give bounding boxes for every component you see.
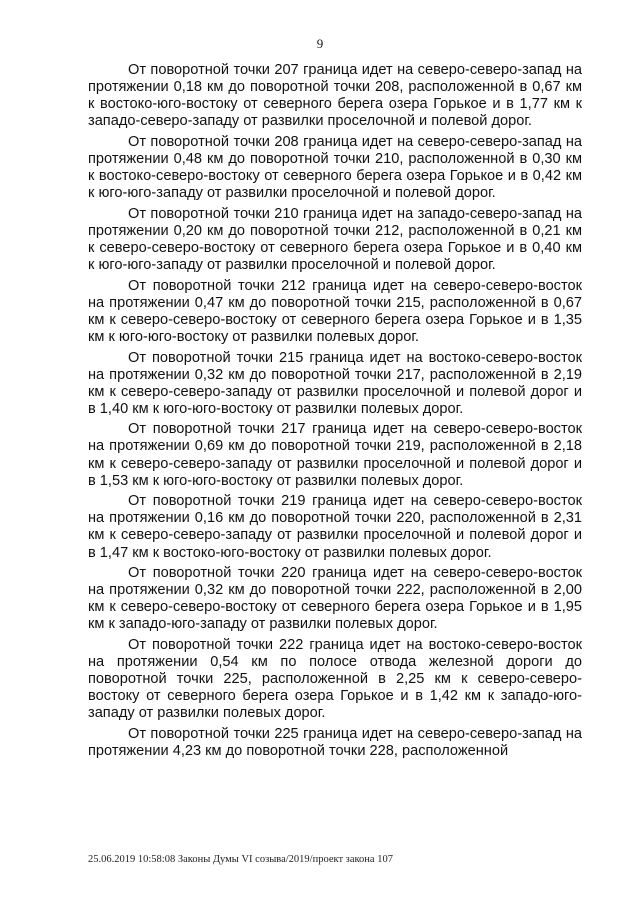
paragraph: От поворотной точки 210 граница идет на западо-северо-запад на протяжении 0,20 км до поворотной точки 212, расположенной в 0,21 км к северо-северо-востоку от северного берега озера Горькое и в 0,40 км к юго-юго-западу от развилки проселочной и полевой дорог.: [88, 205, 582, 274]
paragraph: От поворотной точки 215 граница идет на востоко-северо-восток на протяжении 0,32 км до поворотной точки 217, расположенной в 2,19 км к северо-северо-западу от развилки проселочной и полевой дорог и в 1,40 км к юго-юго-востоку от развилки полевых дорог.: [88, 349, 582, 417]
paragraph: От поворотной точки 207 граница идет на северо-северо-запад на протяжении 0,18 км до поворотной точки 208, расположенной в 0,67 км к востоко-юго-востоку от северного берега озера Горькое и в 1,77 км к западо-северо-западу от развилки проселочной и полевой дорог.: [88, 62, 582, 130]
paragraph: От поворотной точки 217 граница идет на северо-северо-восток на протяжении 0,69 км до поворотной точки 219, расположенной в 2,18 км к северо-северо-западу от развилки проселочной и полевой дорог и в 1,53 км к юго-юго-востоку от развилки полевых дорог.: [88, 421, 582, 489]
document-body: [88, 62, 582, 764]
paragraph: От поворотной точки 208 граница идет на северо-северо-запад на протяжении 0,48 км до поворотной точки 210, расположенной в 0,30 км к востоко-северо-востоку от северного берега озера Горькое и в 0,42 км к юго-юго-западу от развилки проселочной и полевой дорог.: [88, 133, 582, 202]
paragraph: От поворотной точки 212 граница идет на северо-северо-восток на протяжении 0,47 км до поворотной точки 215, расположенной в 0,67 км к северо-северо-востоку от северного берега озера Горькое и в 1,35 км к юго-юго-востоку от развилки полевых дорог.: [88, 277, 582, 345]
paragraph: От поворотной точки 219 граница идет на северо-северо-восток на протяжении 0,16 км до поворотной точки 220, расположенной в 2,31 км к северо-северо-западу от развилки проселочной и полевой дорог и в 1,47 км к востоко-юго-востоку от развилки полевых дорог.: [88, 493, 582, 561]
document-footer: 25.06.2019 10:58:08 Законы Думы VI созыва/2019/проект закона 107: [88, 854, 393, 865]
page-number: 9: [316, 36, 324, 51]
paragraph: От поворотной точки 222 граница идет на востоко-северо-восток на протяжении 0,54 км по полосе отвода железной дороги до поворотной точки 225, расположенной в 2,25 км к северо-северо-востоку от северного берега озера Горькое и в 1,42 км к западо-юго-западу от развилки полевых дорог.: [88, 637, 582, 722]
paragraph: От поворотной точки 220 граница идет на северо-северо-восток на протяжении 0,32 км до поворотной точки 222, расположенной в 2,00 км к северо-северо-востоку от северного берега озера Горькое и в 1,95 км к западо-юго-западу от развилки полевых дорог.: [88, 565, 582, 633]
paragraph: От поворотной точки 225 граница идет на северо-северо-запад на протяжении 4,23 км до поворотной точки 228, расположенной: [88, 725, 582, 760]
